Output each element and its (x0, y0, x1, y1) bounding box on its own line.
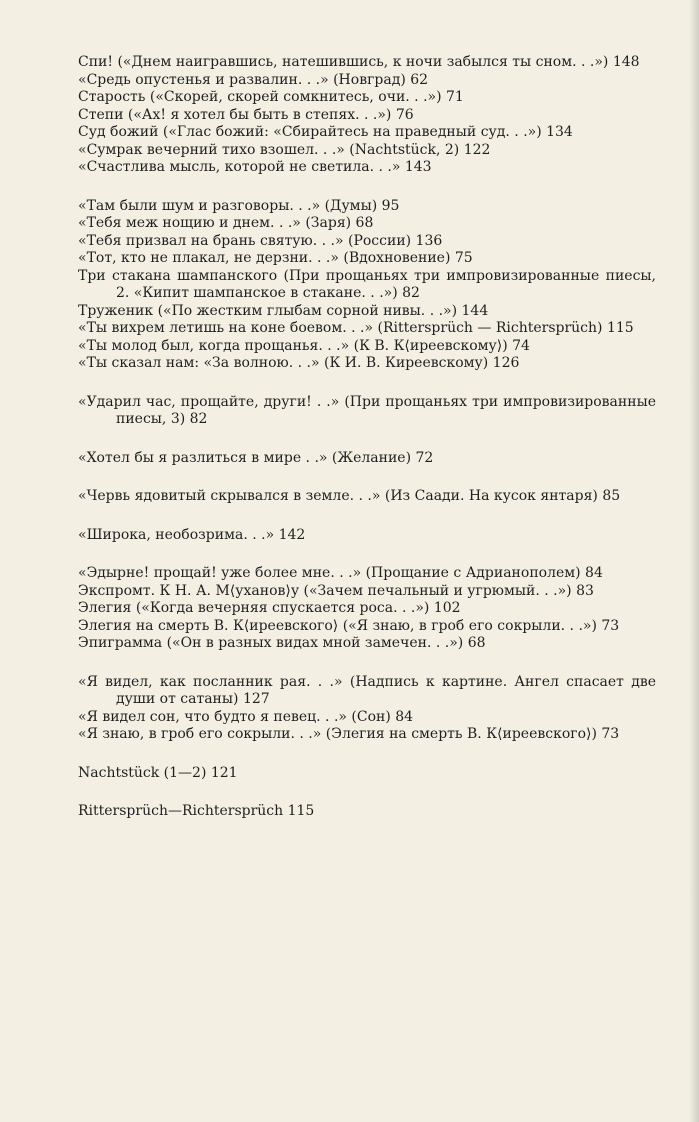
index-entry: Суд божий («Глас божий: «Сбирайтесь на праведный суд. . .») 134 (78, 124, 573, 140)
index-entry: «Червь ядовитый скрывался в земле. . .» (Из Саади. На кусок янтаря) 85 (78, 488, 621, 504)
index-entry: Элегия на смерть В. К⟨иреевского⟩ («Я знаю, в гроб его сокрыли. . .») 73 (78, 617, 620, 634)
index-group-s (78, 54, 656, 177)
index-entry: «Я видел, как посланник рая. . .» (Надпись к картине. Ангел спасает две души от сатаны) 127 (78, 673, 656, 707)
index-group-u (78, 394, 656, 429)
index-page (78, 54, 656, 842)
index-entry: «Ты сказал нам: «За волною. . .» (К И. В. Киреевскому) 126 (78, 355, 520, 371)
index-entry: Элегия («Когда вечерняя спускается роса. . .») 102 (78, 600, 461, 616)
index-entry: Труженик («По жестким глыбам сорной нивы. . .») 144 (78, 302, 489, 319)
index-entry: «Тот, кто не плакал, не дерзни. . .» (Вдохновение) 75 (78, 250, 473, 266)
index-entry: «Ударил час, прощайте, други! . .» (При прощаньях три импровизированные пиесы, 3) 82 (78, 393, 656, 427)
index-entry: Старость («Скорей, скорей сомкнитесь, очи. . .») 71 (78, 89, 464, 105)
index-entry: Эпиграмма («Он в разных видах мной замечен. . .») 68 (78, 635, 486, 651)
index-entry: Три стакана шампанского (При прощаньях три импровизированные пиесы, 2. «Кипит шампанское в стакане. . .») 82 (78, 267, 656, 301)
index-group-n (78, 765, 656, 783)
index-entry: Спи! («Днем наигравшись, натешившись, к ночи забылся ты сном. . .») 148 (78, 54, 640, 70)
page-edge-shadow (689, 0, 699, 1122)
index-entry: «Эдырне! прощай! уже более мне. . .» (Прощание с Адрианополем) 84 (78, 565, 603, 581)
index-entry: «Счастлива мысль, которой не светила. . .» 143 (78, 159, 432, 175)
index-group-r (78, 803, 656, 821)
index-group-t (78, 198, 656, 373)
index-entry: «Я знаю, в гроб его сокрыли. . .» (Элегия на смерть В. К⟨иреевского⟩) 73 (78, 726, 620, 742)
index-entry: Степи («Ах! я хотел бы быть в степях. . .») 76 (78, 106, 414, 123)
index-entry: «Там были шум и разговоры. . .» (Думы) 95 (78, 197, 400, 214)
index-entry: «Я видел сон, что будто я певец. . .» (Сон) 84 (78, 708, 414, 725)
index-entry: «Широка, необозрима. . .» 142 (78, 526, 306, 543)
index-entry: Экспромт. К Н. А. М⟨уханов⟩у («Зачем печальный и угрюмый. . .») 83 (78, 582, 594, 599)
index-entry: «Ты вихрем летишь на коне боевом. . .» (Rittersprüch — Richtersprüch) 115 (78, 320, 634, 336)
index-group-kh (78, 450, 656, 468)
index-group-sh (78, 527, 656, 545)
index-entry: «Хотел бы я разлиться в мире . .» (Желание) 72 (78, 449, 434, 466)
index-group-e (78, 565, 656, 653)
index-entry: Nachtstück (1—2) 121 (78, 764, 238, 781)
index-group-ya (78, 674, 656, 744)
index-group-ch (78, 488, 656, 506)
index-entry: «Ты молод был, когда прощанья. . .» (К В. К⟨иреевскому⟩) 74 (78, 337, 530, 354)
index-entry: «Средь опустенья и развалин. . .» (Новград) 62 (78, 71, 429, 88)
index-entry: Rittersprüch—Richtersprüch 115 (78, 803, 315, 819)
index-entry: «Сумрак вечерний тихо взошел. . .» (Nachtstück, 2) 122 (78, 141, 491, 158)
index-entry: «Тебя призвал на брань святую. . .» (России) 136 (78, 232, 443, 249)
index-entry: «Тебя меж нощию и днем. . .» (Заря) 68 (78, 215, 374, 231)
